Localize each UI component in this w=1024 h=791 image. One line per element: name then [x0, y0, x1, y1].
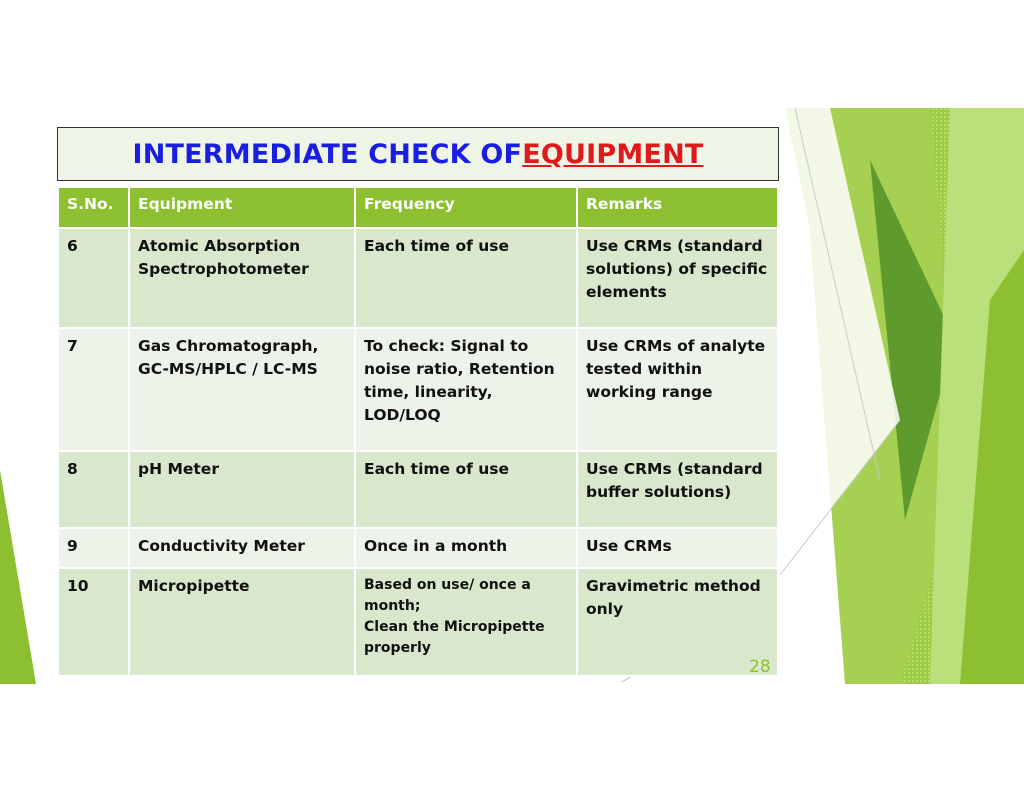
cell-frequency: Each time of use — [355, 228, 577, 328]
cell-frequency: Once in a month — [355, 528, 577, 568]
header-sno: S.No. — [58, 187, 129, 228]
cell-sno: 10 — [58, 568, 129, 676]
cell-frequency: Each time of use — [355, 451, 577, 528]
cell-sno: 8 — [58, 451, 129, 528]
header-frequency: Frequency — [355, 187, 577, 228]
table-header-row — [58, 187, 778, 228]
cell-equipment: Atomic Absorption Spectrophotometer — [129, 228, 355, 328]
cell-remarks: Use CRMs (standard solutions) of specific elements — [577, 228, 778, 328]
left-green-shape — [0, 470, 36, 684]
frequency-line: Clean the Micropipette properly — [364, 619, 545, 656]
title-main-text: INTERMEDIATE CHECK OF — [132, 138, 523, 170]
cell-frequency — [355, 568, 577, 676]
cell-equipment: Gas Chromatograph, GC-MS/HPLC / LC-MS — [129, 328, 355, 451]
table-row — [58, 228, 778, 328]
frequency-line: Based on use/ once a month; — [364, 577, 531, 614]
header-equipment: Equipment — [129, 187, 355, 228]
header-remarks: Remarks — [577, 187, 778, 228]
cell-remarks: Use CRMs (standard buffer solutions) — [577, 451, 778, 528]
title-accent-text: EQUIPMENT — [522, 138, 704, 170]
cell-remarks: Gravimetric method only — [577, 568, 778, 676]
equipment-table — [57, 186, 779, 677]
cell-frequency: To check: Signal to noise ratio, Retention time, linearity, LOD/LOQ — [355, 328, 577, 451]
cell-equipment: pH Meter — [129, 451, 355, 528]
page-number: 28 — [749, 657, 771, 677]
table-row — [58, 328, 778, 451]
cell-equipment: Conductivity Meter — [129, 528, 355, 568]
cell-equipment: Micropipette — [129, 568, 355, 676]
table-row — [58, 568, 778, 676]
cell-sno: 7 — [58, 328, 129, 451]
cell-remarks: Use CRMs — [577, 528, 778, 568]
cell-sno: 6 — [58, 228, 129, 328]
cell-sno: 9 — [58, 528, 129, 568]
slide-title — [57, 127, 779, 181]
cell-remarks: Use CRMs of analyte tested within working range — [577, 328, 778, 451]
table-row — [58, 528, 778, 568]
table-row — [58, 451, 778, 528]
